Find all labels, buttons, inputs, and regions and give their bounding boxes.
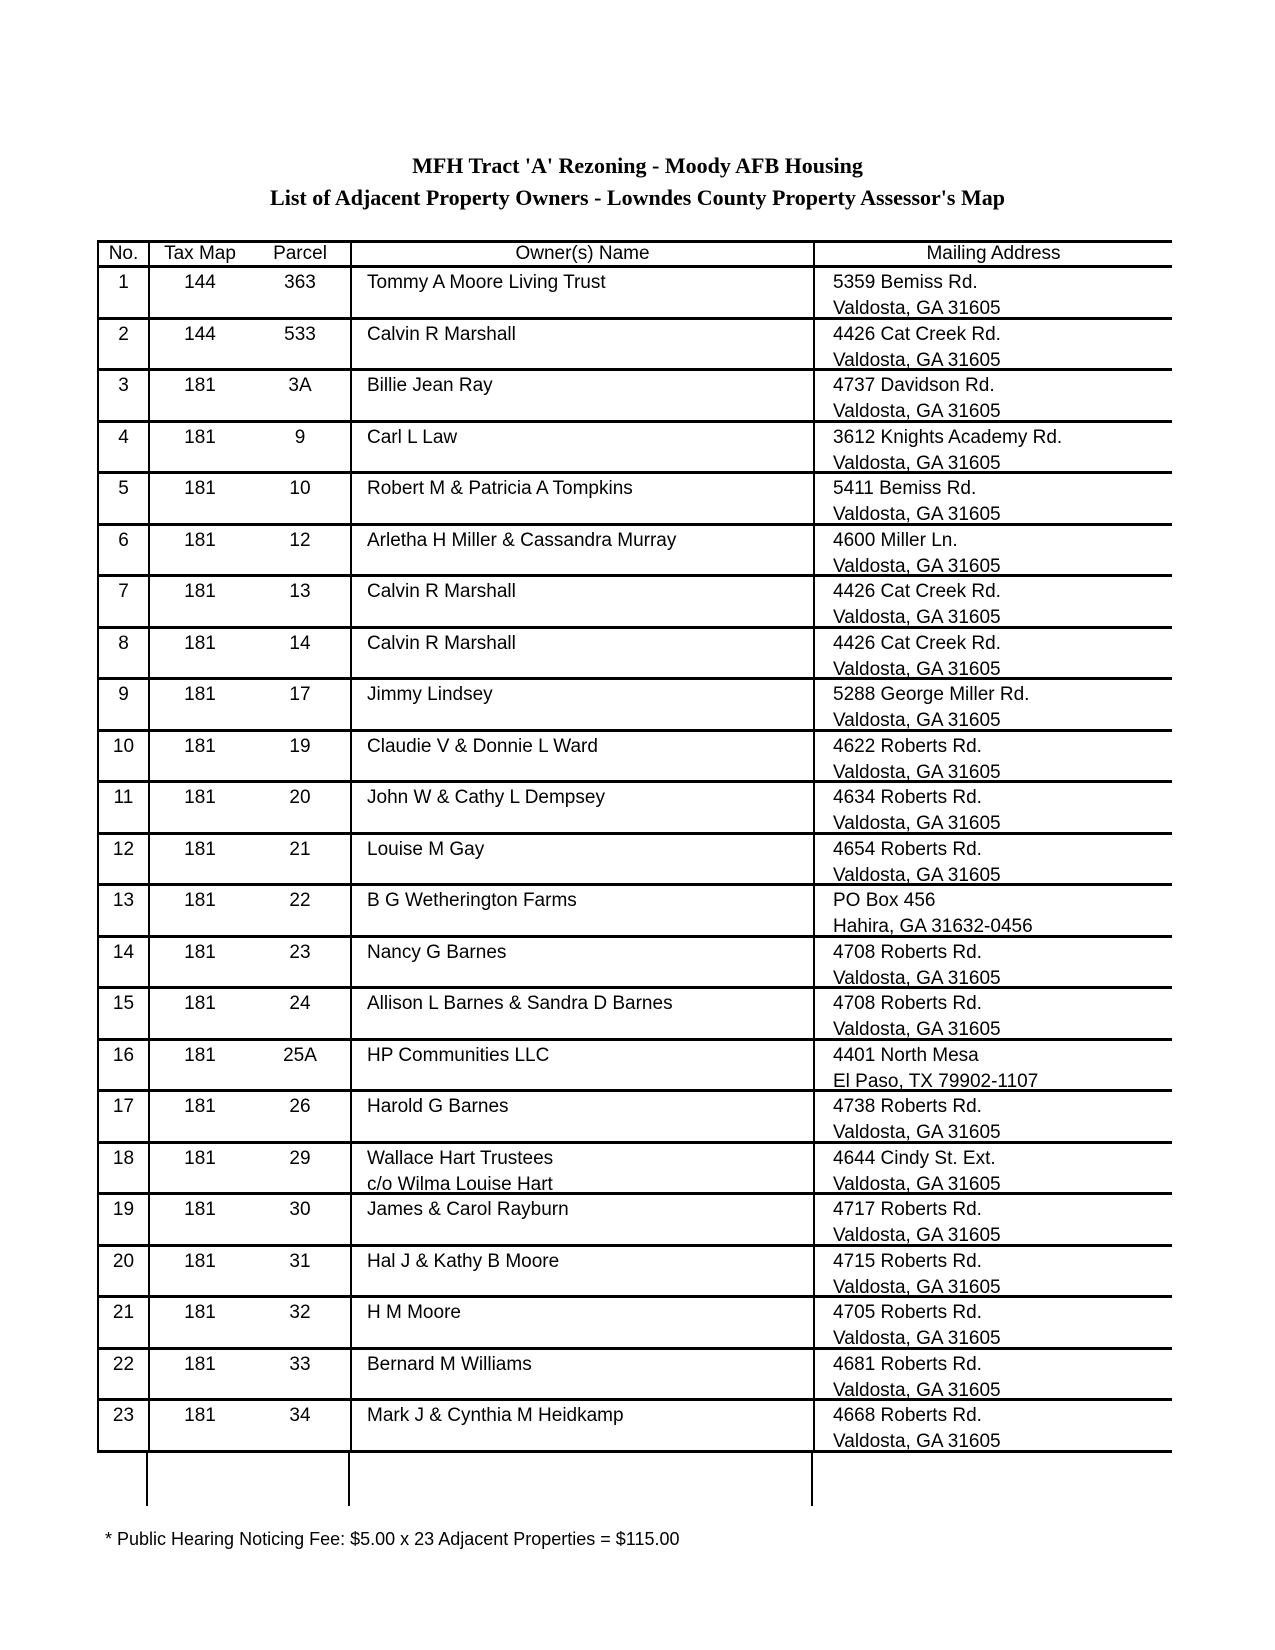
cell-mailing-address [815, 1401, 1172, 1450]
header-owner-name: Owner(s) Name [352, 243, 815, 265]
cell-owner-name [352, 680, 815, 729]
owner-name-line: Allison L Barnes & Sandra D Barnes [367, 993, 673, 1014]
cell-taxmap-parcel [150, 268, 352, 317]
table-row [97, 320, 1172, 372]
cell-tax-map: 181 [184, 426, 216, 448]
cell-owner-name [352, 732, 815, 781]
cell-mailing-address [815, 526, 1172, 575]
cell-row-number: 21 [99, 1298, 150, 1347]
cell-row-number: 19 [99, 1195, 150, 1244]
mailing-address-line: El Paso, TX 79902-1107 [833, 1070, 1039, 1092]
mailing-address-line: 4654 Roberts Rd. [833, 838, 982, 860]
cell-tax-map: 181 [184, 993, 216, 1014]
table-body [97, 268, 1172, 1453]
mailing-address-line: Valdosta, GA 31605 [833, 298, 1001, 319]
cell-parcel: 533 [284, 323, 316, 345]
owner-name-line: Jimmy Lindsey [367, 684, 493, 705]
cell-tax-map: 181 [184, 632, 216, 654]
mailing-address-line: 5288 George Miller Rd. [833, 684, 1030, 705]
cell-parcel: 14 [289, 632, 311, 654]
table-row [97, 835, 1172, 887]
table-row [97, 268, 1172, 320]
mailing-address-line: Valdosta, GA 31605 [833, 555, 1001, 577]
mailing-address-line: Valdosta, GA 31605 [833, 710, 1001, 731]
cell-owner-name [352, 577, 815, 626]
mailing-address-line: 5359 Bemiss Rd. [833, 272, 978, 293]
cell-owner-name [352, 938, 815, 987]
empty-cell-no [97, 1453, 148, 1506]
owner-name-line: c/o Wilma Louise Hart [367, 1173, 553, 1195]
document-title [0, 150, 1275, 214]
owner-name-line: Louise M Gay [367, 838, 485, 860]
owner-name-line: Calvin R Marshall [367, 581, 516, 602]
cell-mailing-address [815, 474, 1172, 523]
title-line-2: List of Adjacent Property Owners - Lowndes County Property Assessor's Map [270, 185, 1005, 210]
empty-cell-owner [350, 1453, 813, 1506]
table-row [97, 423, 1172, 475]
cell-taxmap-parcel [150, 1350, 352, 1399]
cell-tax-map: 181 [184, 838, 216, 860]
mailing-address-line: 4426 Cat Creek Rd. [833, 323, 1001, 345]
cell-tax-map: 181 [184, 787, 216, 808]
cell-taxmap-parcel [150, 886, 352, 935]
mailing-address-line: 4600 Miller Ln. [833, 529, 958, 551]
table-row [97, 1041, 1172, 1093]
cell-mailing-address [815, 835, 1172, 884]
table-row [97, 371, 1172, 423]
cell-taxmap-parcel [150, 423, 352, 472]
mailing-address-line: 4705 Roberts Rd. [833, 1302, 982, 1323]
cell-parcel: 21 [289, 838, 311, 860]
cell-row-number: 4 [99, 423, 150, 472]
cell-tax-map: 181 [184, 1147, 216, 1169]
cell-taxmap-parcel [150, 783, 352, 832]
cell-row-number: 14 [99, 938, 150, 987]
cell-mailing-address [815, 1298, 1172, 1347]
cell-taxmap-parcel [150, 371, 352, 420]
cell-tax-map: 181 [184, 1405, 216, 1426]
cell-mailing-address [815, 371, 1172, 420]
cell-parcel: 363 [284, 272, 316, 293]
table-row [97, 474, 1172, 526]
cell-row-number: 7 [99, 577, 150, 626]
mailing-address-line: Valdosta, GA 31605 [833, 452, 1001, 474]
mailing-address-line: 3612 Knights Academy Rd. [833, 426, 1063, 448]
mailing-address-line: Valdosta, GA 31605 [833, 1225, 1001, 1246]
mailing-address-line: 4426 Cat Creek Rd. [833, 581, 1001, 602]
cell-row-number: 13 [99, 886, 150, 935]
cell-taxmap-parcel [150, 1401, 352, 1450]
cell-taxmap-parcel [150, 1092, 352, 1141]
mailing-address-line: 5411 Bemiss Rd. [833, 478, 977, 499]
cell-taxmap-parcel [150, 938, 352, 987]
table-header-row [97, 243, 1172, 268]
mailing-address-line: Valdosta, GA 31605 [833, 1328, 1001, 1349]
cell-mailing-address [815, 629, 1172, 678]
table-row [97, 989, 1172, 1041]
cell-row-number: 10 [99, 732, 150, 781]
cell-row-number: 2 [99, 320, 150, 369]
mailing-address-line: Valdosta, GA 31605 [833, 1173, 1001, 1195]
cell-row-number: 22 [99, 1350, 150, 1399]
mailing-address-line: 4681 Roberts Rd. [833, 1353, 982, 1375]
cell-mailing-address [815, 1144, 1172, 1193]
cell-mailing-address [815, 1092, 1172, 1141]
cell-tax-map: 181 [184, 529, 216, 551]
property-owners-table [97, 240, 1172, 1506]
table-row [97, 1401, 1172, 1453]
cell-parcel: 23 [289, 941, 311, 963]
owner-name-line: Bernard M Williams [367, 1353, 532, 1375]
cell-row-number: 11 [99, 783, 150, 832]
empty-cell-taxmap-parcel [148, 1453, 350, 1506]
mailing-address-line: Valdosta, GA 31605 [833, 761, 1001, 783]
cell-tax-map: 181 [184, 478, 216, 499]
cell-parcel: 19 [289, 735, 311, 757]
cell-mailing-address [815, 577, 1172, 626]
table-row [97, 783, 1172, 835]
cell-taxmap-parcel [150, 1041, 352, 1090]
cell-parcel: 34 [289, 1405, 311, 1426]
cell-owner-name [352, 423, 815, 472]
mailing-address-line: 4715 Roberts Rd. [833, 1250, 982, 1272]
cell-tax-map: 181 [184, 941, 216, 963]
cell-mailing-address [815, 268, 1172, 317]
table-row [97, 732, 1172, 784]
table-row [97, 1092, 1172, 1144]
cell-tax-map: 181 [184, 1302, 216, 1323]
cell-taxmap-parcel [150, 1144, 352, 1193]
cell-mailing-address [815, 1041, 1172, 1090]
cell-tax-map: 144 [184, 272, 216, 293]
cell-mailing-address [815, 320, 1172, 369]
cell-owner-name [352, 1144, 815, 1193]
cell-row-number: 3 [99, 371, 150, 420]
cell-tax-map: 144 [184, 323, 216, 345]
cell-owner-name [352, 1247, 815, 1296]
mailing-address-line: 4426 Cat Creek Rd. [833, 632, 1001, 654]
cell-parcel: 29 [289, 1147, 311, 1169]
table-row [97, 938, 1172, 990]
cell-taxmap-parcel [150, 732, 352, 781]
owner-name-line: Arletha H Miller & Cassandra Murray [367, 529, 677, 551]
title-line-1: MFH Tract 'A' Rezoning - Moody AFB Housing [412, 153, 863, 178]
owner-name-line: James & Carol Rayburn [367, 1199, 569, 1220]
mailing-address-line: Valdosta, GA 31605 [833, 1019, 1001, 1040]
cell-taxmap-parcel [150, 680, 352, 729]
cell-row-number: 17 [99, 1092, 150, 1141]
cell-parcel: 22 [289, 890, 311, 911]
mailing-address-line: Valdosta, GA 31605 [833, 1122, 1001, 1143]
cell-tax-map: 181 [184, 1096, 216, 1117]
table-row [97, 577, 1172, 629]
cell-parcel: 33 [289, 1353, 311, 1375]
cell-mailing-address [815, 938, 1172, 987]
owner-name-line: Wallace Hart Trustees [367, 1147, 554, 1169]
mailing-address-line: 4737 Davidson Rd. [833, 375, 995, 396]
mailing-address-line: 4717 Roberts Rd. [833, 1199, 982, 1220]
cell-mailing-address [815, 989, 1172, 1038]
cell-owner-name [352, 1041, 815, 1090]
cell-parcel: 9 [294, 426, 306, 448]
cell-row-number: 8 [99, 629, 150, 678]
mailing-address-line: 4634 Roberts Rd. [833, 787, 982, 808]
table-row [97, 526, 1172, 578]
cell-parcel: 13 [289, 581, 311, 602]
cell-parcel: 25A [283, 1044, 317, 1066]
cell-mailing-address [815, 1350, 1172, 1399]
cell-mailing-address [815, 783, 1172, 832]
cell-tax-map: 181 [184, 684, 216, 705]
table-row [97, 680, 1172, 732]
mailing-address-line: Valdosta, GA 31605 [833, 1431, 1001, 1452]
table-row [97, 1144, 1172, 1196]
cell-owner-name [352, 371, 815, 420]
mailing-address-line: 4708 Roberts Rd. [833, 993, 982, 1014]
cell-parcel: 24 [289, 993, 311, 1014]
cell-owner-name [352, 886, 815, 935]
header-tax-map: Tax Map [164, 243, 236, 264]
table-row [97, 886, 1172, 938]
table-empty-row [97, 1453, 1172, 1506]
cell-owner-name [352, 320, 815, 369]
cell-parcel: 10 [289, 478, 311, 499]
cell-owner-name [352, 783, 815, 832]
cell-row-number: 9 [99, 680, 150, 729]
cell-owner-name [352, 1195, 815, 1244]
cell-tax-map: 181 [184, 1353, 216, 1375]
cell-row-number: 1 [99, 268, 150, 317]
mailing-address-line: Valdosta, GA 31605 [833, 504, 1001, 525]
cell-row-number: 23 [99, 1401, 150, 1450]
cell-row-number: 12 [99, 835, 150, 884]
mailing-address-line: 4668 Roberts Rd. [833, 1405, 982, 1426]
mailing-address-line: PO Box 456 [833, 890, 936, 911]
owner-name-line: B G Wetherington Farms [367, 890, 577, 911]
mailing-address-line: 4708 Roberts Rd. [833, 941, 982, 963]
cell-parcel: 12 [289, 529, 311, 551]
cell-parcel: 31 [289, 1250, 311, 1272]
owner-name-line: John W & Cathy L Dempsey [367, 787, 605, 808]
mailing-address-line: 4644 Cindy St. Ext. [833, 1147, 996, 1169]
cell-tax-map: 181 [184, 1250, 216, 1272]
mailing-address-line: Valdosta, GA 31605 [833, 1276, 1001, 1298]
owner-name-line: Mark J & Cynthia M Heidkamp [367, 1405, 624, 1426]
cell-parcel: 26 [289, 1096, 311, 1117]
cell-tax-map: 181 [184, 375, 216, 396]
cell-owner-name [352, 474, 815, 523]
cell-taxmap-parcel [150, 989, 352, 1038]
mailing-address-line: Valdosta, GA 31605 [833, 864, 1001, 886]
header-mailing-address: Mailing Address [926, 243, 1061, 264]
cell-owner-name [352, 1092, 815, 1141]
table-row [97, 1195, 1172, 1247]
cell-owner-name [352, 629, 815, 678]
mailing-address-line: 4738 Roberts Rd. [833, 1096, 982, 1117]
cell-tax-map: 181 [184, 890, 216, 911]
owner-name-line: Billie Jean Ray [367, 375, 493, 396]
cell-owner-name [352, 1350, 815, 1399]
cell-mailing-address [815, 732, 1172, 781]
header-no: No. [99, 243, 150, 265]
owner-name-line: Harold G Barnes [367, 1096, 509, 1117]
mailing-address-line: Hahira, GA 31632-0456 [833, 916, 1033, 937]
cell-row-number: 16 [99, 1041, 150, 1090]
cell-mailing-address [815, 1195, 1172, 1244]
cell-owner-name [352, 526, 815, 575]
cell-row-number: 18 [99, 1144, 150, 1193]
empty-cell-mailing [813, 1453, 1172, 1506]
cell-taxmap-parcel [150, 526, 352, 575]
cell-tax-map: 181 [184, 581, 216, 602]
cell-mailing-address [815, 680, 1172, 729]
mailing-address-line: Valdosta, GA 31605 [833, 1379, 1001, 1401]
owner-name-line: Nancy G Barnes [367, 941, 507, 963]
cell-parcel: 3A [288, 375, 312, 396]
mailing-address-line: Valdosta, GA 31605 [833, 607, 1001, 628]
cell-taxmap-parcel [150, 1195, 352, 1244]
cell-tax-map: 181 [184, 735, 216, 757]
table-row [97, 629, 1172, 681]
owner-name-line: Calvin R Marshall [367, 632, 516, 654]
cell-taxmap-parcel [150, 1298, 352, 1347]
public-hearing-fee-footnote: * Public Hearing Noticing Fee: $5.00 x 23 Adjacent Properties = $115.00 [105, 1529, 680, 1549]
table-row [97, 1247, 1172, 1299]
cell-owner-name [352, 1401, 815, 1450]
owner-name-line: HP Communities LLC [367, 1044, 550, 1066]
cell-mailing-address [815, 423, 1172, 472]
owner-name-line: H M Moore [367, 1302, 461, 1323]
mailing-address-line: Valdosta, GA 31605 [833, 813, 1001, 834]
header-parcel: Parcel [273, 243, 327, 264]
cell-owner-name [352, 989, 815, 1038]
cell-mailing-address [815, 886, 1172, 935]
owner-name-line: Robert M & Patricia A Tompkins [367, 478, 633, 499]
owner-name-line: Calvin R Marshall [367, 323, 516, 345]
table-row [97, 1298, 1172, 1350]
mailing-address-line: Valdosta, GA 31605 [833, 658, 1001, 680]
cell-parcel: 20 [289, 787, 311, 808]
owner-name-line: Tommy A Moore Living Trust [367, 272, 606, 293]
cell-tax-map: 181 [184, 1044, 216, 1066]
cell-taxmap-parcel [150, 835, 352, 884]
cell-taxmap-parcel [150, 1247, 352, 1296]
header-taxmap-parcel [150, 243, 352, 265]
owner-name-line: Claudie V & Donnie L Ward [367, 735, 598, 757]
owner-name-line: Carl L Law [367, 426, 458, 448]
cell-row-number: 20 [99, 1247, 150, 1296]
cell-row-number: 6 [99, 526, 150, 575]
cell-parcel: 30 [289, 1199, 311, 1220]
owner-name-line: Hal J & Kathy B Moore [367, 1250, 560, 1272]
cell-owner-name [352, 1298, 815, 1347]
cell-parcel: 32 [289, 1302, 311, 1323]
mailing-address-line: 4401 North Mesa [833, 1044, 979, 1066]
cell-tax-map: 181 [184, 1199, 216, 1220]
cell-taxmap-parcel [150, 320, 352, 369]
cell-parcel: 17 [289, 684, 311, 705]
cell-row-number: 15 [99, 989, 150, 1038]
cell-taxmap-parcel [150, 629, 352, 678]
cell-row-number: 5 [99, 474, 150, 523]
cell-taxmap-parcel [150, 577, 352, 626]
mailing-address-line: Valdosta, GA 31605 [833, 967, 1001, 989]
cell-owner-name [352, 835, 815, 884]
mailing-address-line: Valdosta, GA 31605 [833, 401, 1001, 422]
table-row [97, 1350, 1172, 1402]
cell-taxmap-parcel [150, 474, 352, 523]
mailing-address-line: Valdosta, GA 31605 [833, 349, 1001, 371]
mailing-address-line: 4622 Roberts Rd. [833, 735, 982, 757]
cell-mailing-address [815, 1247, 1172, 1296]
cell-owner-name [352, 268, 815, 317]
